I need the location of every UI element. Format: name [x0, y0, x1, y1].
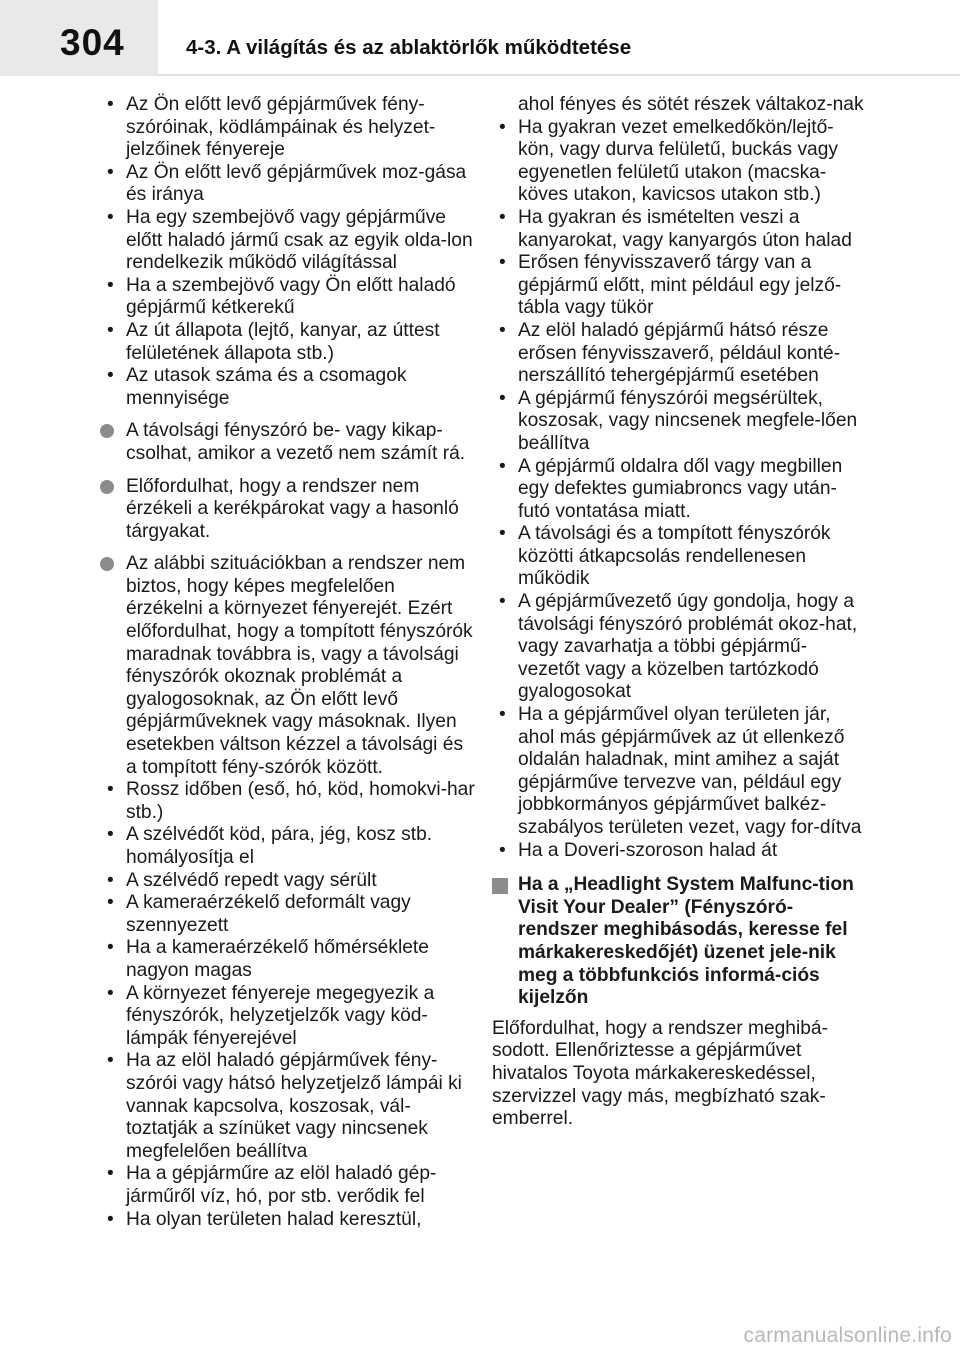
circle-bullet-icon: [100, 557, 114, 571]
left-column: [100, 94, 475, 1231]
subsection-heading-text: Ha a „Headlight System Malfunc-tion Visit Your Dealer” (Fényszóró-rendszer meghibásodás, keresse fel márkakereskedőjét) üzenet jele-nik meg a többfunkciós informá-ciós kijelzőn: [518, 874, 854, 1009]
list-item: • Ha a gépjárműre az elöl haladó gép-járműről víz, hó, por stb. verődik fel: [100, 1163, 475, 1208]
list-item: • A gépjármű fényszórói megsérültek, koszosak, vagy nincsenek megfele-lően beállítva: [492, 388, 864, 456]
note-paragraph: [100, 553, 475, 779]
list-item: • A gépjármű oldalra dől vagy megbillen egy defektes gumiabroncs vagy után-futó vontatása miatt.: [492, 456, 864, 524]
list-item: • Az út állapota (lejtő, kanyar, az úttest felületének állapota stb.): [100, 320, 475, 365]
list-item: • Ha olyan területen halad keresztül,: [100, 1209, 475, 1232]
list-item: • Ha gyakran és ismételten veszi a kanyarokat, vagy kanyargós úton halad: [492, 207, 864, 252]
list-item-continuation: ahol fényes és sötét részek váltakoz-nak: [518, 94, 864, 115]
list-item: • A környezet fényereje megegyezik a fényszórók, helyzetjelzők vagy köd-lámpák fényerejével: [100, 983, 475, 1051]
circle-bullet-icon: [100, 480, 114, 494]
list-item: • A kameraérzékelő deformált vagy szennyezett: [100, 892, 475, 937]
header-divider: [158, 74, 960, 76]
list-item: • Az Ön előtt levő gépjárművek fény-szóróinak, ködlámpáinak és helyzet-jelzőinek fényereje: [100, 94, 475, 162]
note-text: Előfordulhat, hogy a rendszer nem érzékeli a kerékpárokat vagy a hasonló tárgyakat.: [126, 475, 459, 542]
list-item: • Erősen fényvisszaverő tárgy van a gépjármű előtt, mint például egy jelző-tábla vagy tükör: [492, 252, 864, 320]
body-paragraph: Előfordulhat, hogy a rendszer meghibá-sodott. Ellenőriztesse a gépjárművet hivatalos Toyota márkakereskedéssel, szervizzel vagy más, megbízható szak-emberrel.: [492, 1017, 828, 1130]
section-title: 4-3. A világítás és az ablaktörlők működtetése: [186, 36, 632, 59]
bullet-list-conditions-continued: [492, 117, 864, 863]
bullet-list-factors: [100, 94, 475, 410]
list-item: • Az utasok száma és a csomagok mennyisége: [100, 365, 475, 410]
list-item: • A szélvédő repedt vagy sérült: [100, 870, 475, 893]
list-item: • Ha a szembejövő vagy Ön előtt haladó gépjármű kétkerekű: [100, 275, 475, 320]
right-column: [492, 94, 864, 1131]
page-number: 304: [60, 22, 125, 63]
note-paragraph: [100, 420, 475, 465]
bullet-list-conditions: [100, 779, 475, 1231]
watermark: carmanualsonline.info: [743, 1324, 952, 1347]
list-item: • Ha gyakran vezet emelkedőkön/lejtő-kön, vagy durva felületű, buckás vagy egyenetlen felületű utakon (macska-köves utakon, kavicsos utakon stb.): [492, 117, 864, 207]
list-item: • Ha az elöl haladó gépjárművek fény-szórói vagy hátsó helyzetjelző lámpái ki vannak kapcsolva, koszosak, vál-toztatják a színüket vagy nincsenek megfelelően beállítva: [100, 1050, 475, 1163]
list-item: • Rossz időben (eső, hó, köd, homokvi-har stb.): [100, 779, 475, 824]
list-item: • Ha a Doveri-szoroson halad át: [492, 840, 864, 863]
list-item: • Ha egy szembejövő vagy gépjárműve előtt haladó jármű csak az egyik olda-lon rendelkezik működő világítással: [100, 207, 475, 275]
list-item: • Ha a kameraérzékelő hőmérséklete nagyon magas: [100, 937, 475, 982]
list-item: • A gépjárművezető úgy gondolja, hogy a távolsági fényszóró problémát okoz-hat, vagy zavarhatja a többi gépjármű-vezetőt vagy a közelben tartózkodó gyalogosokat: [492, 591, 864, 704]
note-text: Az alábbi szituációkban a rendszer nem biztos, hogy képes megfelelően érzékelni a környezet fényerejét. Ezért előfordulhat, hogy a tompított fényszórók maradnak továbbra is, vagy a távolsági fényszórók okoznak problémát a gyalogosoknak, az Ön előtt levő gépjárműveknek vagy másoknak. Ilyen esetekben váltson kézzel a távolsági és a tompított fény-szórók között.: [126, 553, 473, 778]
list-item: • Az elöl haladó gépjármű hátsó része erősen fényvisszaverő, például konté-nerszállító tehergépjármű esetében: [492, 320, 864, 388]
note-paragraph: [100, 476, 475, 544]
list-item: • Ha a gépjárművel olyan területen jár, ahol más gépjárművek az út ellenkező oldalán haladnak, mint amihez a saját gépjárműve tervezve van, például egy jobbkormányos gépjárművet balkéz-szabályos területen vezet, vagy for-dítva: [492, 704, 864, 840]
list-item: • A szélvédőt köd, pára, jég, kosz stb. homályosítja el: [100, 824, 475, 869]
circle-bullet-icon: [100, 424, 114, 438]
page-header: [0, 0, 960, 88]
page-number-tab: [0, 0, 158, 76]
note-text: A távolsági fényszóró be- vagy kikap-csolhat, amikor a vezető nem számít rá.: [126, 420, 466, 464]
list-item: • Az Ön előtt levő gépjárművek moz-gása és iránya: [100, 162, 475, 207]
square-bullet-icon: [492, 878, 508, 894]
list-item: • A távolsági és a tompított fényszórók közötti átkapcsolás rendellenesen működik: [492, 523, 864, 591]
subsection-heading: [492, 874, 864, 1010]
